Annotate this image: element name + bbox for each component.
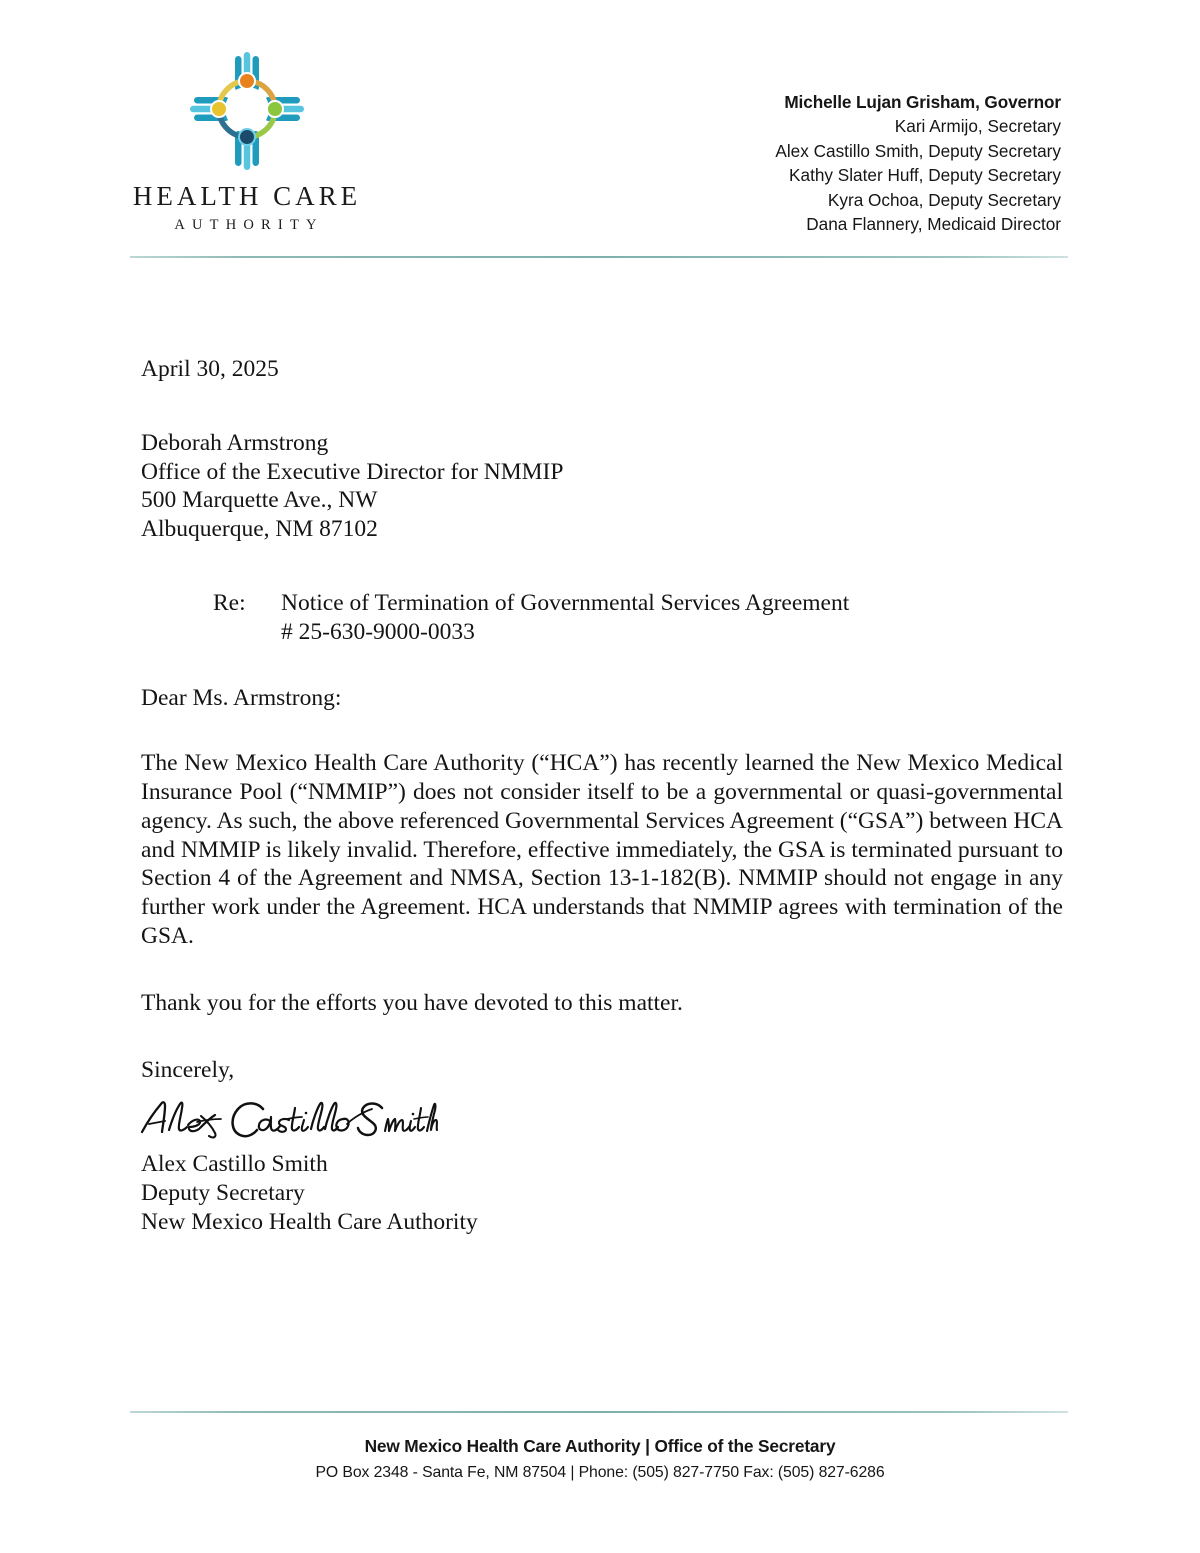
page-footer <box>0 1434 1200 1485</box>
signature-block <box>141 1092 1063 1150</box>
footer-contact-line: PO Box 2348 - Santa Fe, NM 87504 | Phone: (505) 827-7750 Fax: (505) 827-6286 <box>315 1463 885 1481</box>
footer-divider <box>130 1411 1068 1413</box>
official-governor: Michelle Lujan Grisham, Governor <box>784 92 1061 112</box>
header-divider <box>130 256 1068 258</box>
official-deputy-secretary-1: Alex Castillo Smith, Deputy Secretary <box>775 140 1061 161</box>
footer-office-line: New Mexico Health Care Authority | Office of the Secretary <box>364 1436 836 1456</box>
letterhead <box>0 0 1200 262</box>
letter-date: April 30, 2025 <box>141 356 279 382</box>
recipient-title: Office of the Executive Director for NMMIP <box>141 458 564 485</box>
recipient-address-block <box>141 429 1063 544</box>
subject-text <box>281 589 1063 647</box>
agency-wordmark <box>122 182 372 236</box>
subject-line-2: # 25-630-9000-0033 <box>281 618 475 645</box>
zia-sun-symbol-logo <box>187 46 307 176</box>
recipient-city-state-zip: Albuquerque, NM 87102 <box>141 516 378 543</box>
signer-block <box>141 1150 1063 1236</box>
thank-you-paragraph: Thank you for the efforts you have devoted to this matter. <box>141 989 683 1016</box>
subject-block <box>141 589 1063 647</box>
wordmark-authority: AUTHORITY <box>174 216 324 233</box>
recipient-street: 500 Marquette Ave., NW <box>141 487 378 514</box>
officials-list <box>775 90 1061 237</box>
official-deputy-secretary-2: Kathy Slater Huff, Deputy Secretary <box>789 165 1061 186</box>
official-secretary: Kari Armijo, Secretary <box>894 116 1061 137</box>
subject-line-1: Notice of Termination of Governmental Services Agreement <box>281 589 850 616</box>
letter-body <box>141 355 1063 1237</box>
recipient-name: Deborah Armstrong <box>141 429 329 456</box>
closing-salutation: Sincerely, <box>141 1056 235 1083</box>
handwritten-signature <box>139 1094 439 1148</box>
signer-organization: New Mexico Health Care Authority <box>141 1208 478 1235</box>
signer-name: Alex Castillo Smith <box>141 1151 328 1178</box>
signer-title: Deputy Secretary <box>141 1180 305 1207</box>
salutation: Dear Ms. Armstrong: <box>141 685 342 712</box>
subject-label: Re: <box>213 589 246 616</box>
official-deputy-secretary-3: Kyra Ochoa, Deputy Secretary <box>827 189 1061 210</box>
body-paragraph: The New Mexico Health Care Authority (“HCA”) has recently learned the New Mexico Medical Insurance Pool (“NMMIP”) does not consider itself to be a governmental or quasi-governmental agency. As such, the above referenced Governmental Services Agreement (“GSA”) between HCA and NMMIP is likely invalid. Therefore, effective immediately, the GSA is terminated pursuant to Section 4 of the Agreement and NMSA, Section 13-1-182(B). NMMIP should not engage in any further work under the Agreement. HCA understands that NMMIP agrees with termination of the GSA. <box>141 750 1063 949</box>
agency-brand-block <box>122 46 372 236</box>
wordmark-health-care: HEALTH CARE <box>132 181 362 211</box>
official-medicaid-director: Dana Flannery, Medicaid Director <box>806 214 1061 235</box>
